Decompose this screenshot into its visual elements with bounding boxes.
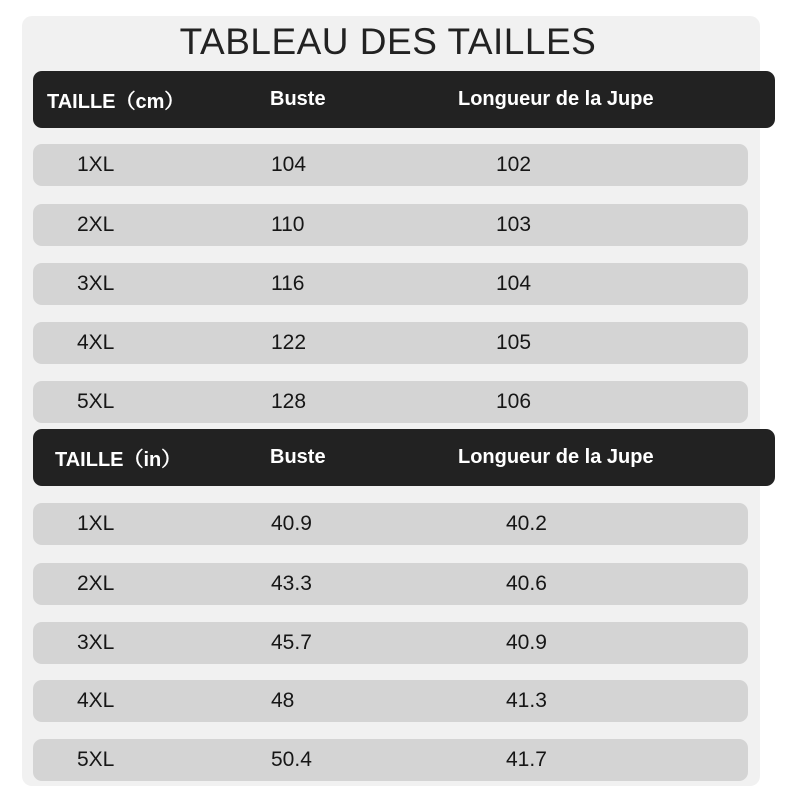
header-bust-label: Buste: [270, 446, 326, 468]
bust-cell: 43.3: [271, 572, 312, 595]
skirt-length-cell: 104: [496, 272, 532, 295]
table-row: [33, 503, 748, 545]
size-cell: 5XL: [77, 390, 115, 413]
bust-cell: 45.7: [271, 631, 312, 654]
size-cell: 4XL: [77, 689, 115, 712]
size-cell: 3XL: [77, 272, 115, 295]
table-row: [33, 680, 748, 722]
table-header-cm: [33, 71, 775, 128]
size-cell: 2XL: [77, 572, 115, 595]
table-row: [33, 381, 748, 423]
header-size-label: TAILLE（in）: [55, 449, 182, 471]
table-row: [33, 622, 748, 664]
size-cell: 2XL: [77, 213, 115, 236]
skirt-length-cell: 103: [496, 213, 532, 236]
skirt-length-cell: 40.2: [506, 512, 547, 535]
size-cell: 5XL: [77, 748, 115, 771]
table-row: [33, 263, 748, 305]
table-row: [33, 739, 748, 781]
bust-cell: 48: [271, 689, 295, 712]
header-bust-label: Buste: [270, 88, 326, 110]
skirt-length-cell: 102: [496, 153, 532, 176]
skirt-length-cell: 40.6: [506, 572, 547, 595]
bust-cell: 128: [271, 390, 307, 413]
bust-cell: 40.9: [271, 512, 312, 535]
table-row: [33, 204, 748, 246]
size-cell: 1XL: [77, 153, 115, 176]
table-row: [33, 144, 748, 186]
header-size-label: TAILLE（cm）: [47, 91, 185, 113]
table-header-in: [33, 429, 775, 486]
bust-cell: 110: [271, 213, 305, 236]
bust-cell: 104: [271, 153, 307, 176]
table-row: [33, 563, 748, 605]
header-skirt-length-label: Longueur de la Jupe: [458, 88, 654, 110]
page-title: TABLEAU DES TAILLES: [179, 21, 597, 62]
header-skirt-length-label: Longueur de la Jupe: [458, 446, 654, 468]
skirt-length-cell: 41.3: [506, 689, 547, 712]
skirt-length-cell: 105: [496, 331, 532, 354]
bust-cell: 50.4: [271, 748, 312, 771]
skirt-length-cell: 40.9: [506, 631, 547, 654]
skirt-length-cell: 41.7: [506, 748, 547, 771]
skirt-length-cell: 106: [496, 390, 532, 413]
bust-cell: 116: [271, 272, 305, 295]
size-cell: 4XL: [77, 331, 115, 354]
size-cell: 1XL: [77, 512, 115, 535]
size-cell: 3XL: [77, 631, 115, 654]
bust-cell: 122: [271, 331, 307, 354]
table-row: [33, 322, 748, 364]
